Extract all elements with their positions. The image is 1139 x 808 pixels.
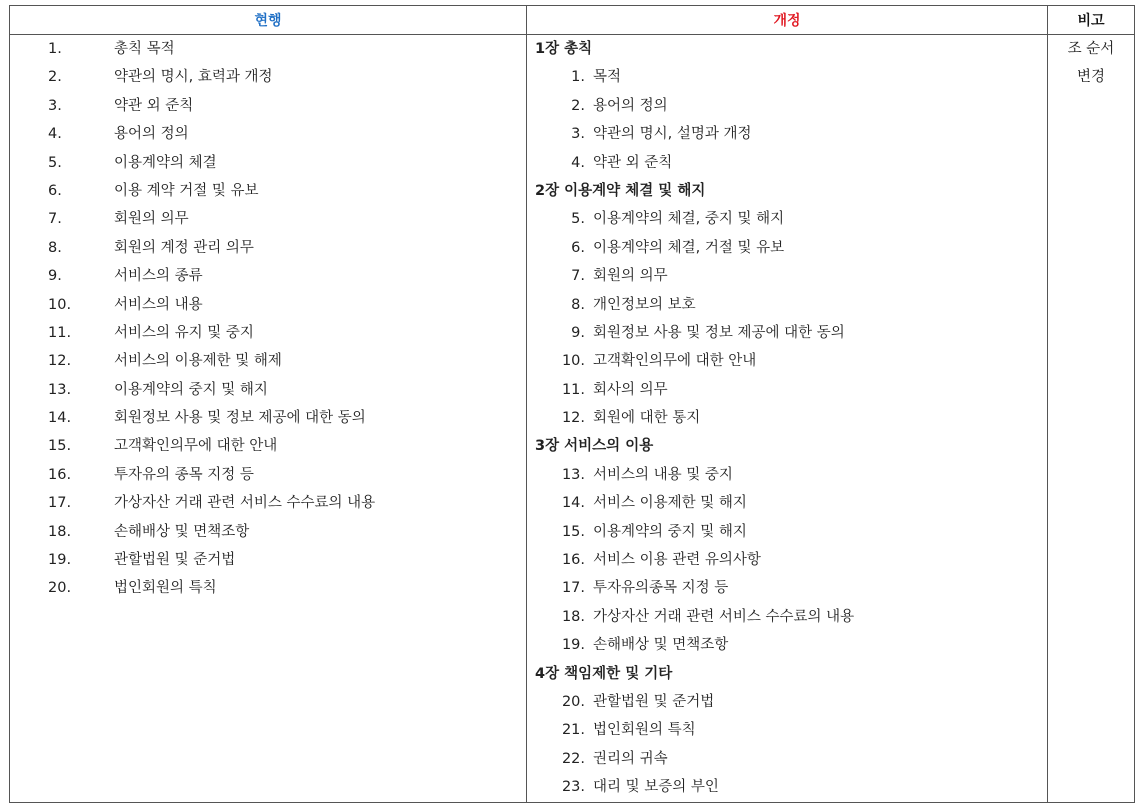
current-item-number: 4. [48, 126, 62, 143]
revised-article-text: 가상자산 거래 관련 서비스 수수료의 내용 [593, 608, 855, 625]
revised-article [527, 603, 1047, 631]
revised-article [527, 745, 1047, 773]
current-item [10, 63, 526, 91]
revised-article-text: 서비스 이용 관련 유의사항 [593, 552, 761, 569]
revised-article [527, 404, 1047, 432]
chapter-heading: 2장 이용계약 체결 및 해지 [535, 182, 706, 199]
current-item [10, 432, 526, 460]
revised-article [527, 205, 1047, 233]
revised-article [527, 262, 1047, 290]
current-item-number: 18. [48, 523, 72, 540]
revised-article-number: 15. [561, 523, 585, 540]
chapter-heading: 4장 책임제한 및 기타 [535, 665, 673, 682]
revised-article [527, 631, 1047, 659]
revised-article-text: 고객확인의무에 대한 안내 [593, 353, 757, 370]
revised-article-number: 23. [561, 779, 585, 796]
current-item [10, 546, 526, 574]
current-item [10, 376, 526, 404]
revised-article [527, 347, 1047, 375]
revised-article-text: 이용계약의 체결, 중지 및 해지 [593, 211, 785, 228]
current-item-number: 7. [48, 211, 62, 228]
current-item-number: 2. [48, 69, 62, 86]
current-item-text: 용어의 정의 [114, 126, 189, 143]
revised-article-number: 13. [561, 466, 585, 483]
current-item [10, 234, 526, 262]
revised-article-number: 12. [561, 410, 585, 427]
revised-article-number: 6. [571, 239, 585, 256]
current-item-text: 이용계약의 중지 및 해지 [114, 381, 268, 398]
revised-article-number: 1. [571, 69, 585, 86]
current-item [10, 262, 526, 290]
chapter-heading: 3장 서비스의 이용 [535, 438, 654, 455]
revised-article-number: 19. [561, 637, 585, 654]
revised-article-number: 10. [561, 353, 585, 370]
current-item-number: 13. [48, 381, 72, 398]
revised-article [527, 319, 1047, 347]
current-item-text: 총칙 목적 [114, 41, 175, 57]
revised-article-text: 서비스의 내용 및 중지 [593, 466, 733, 483]
revised-article [527, 461, 1047, 489]
current-item-number: 1. [48, 41, 62, 57]
revised-article [527, 149, 1047, 177]
current-item [10, 489, 526, 517]
revised-article-number: 7. [571, 268, 585, 285]
current-item-text: 서비스의 내용 [114, 296, 203, 313]
revised-article [527, 574, 1047, 602]
current-item-text: 관할법원 및 준거법 [114, 552, 236, 569]
current-item [10, 404, 526, 432]
note-line: 변경 [1076, 69, 1105, 86]
current-item-number: 9. [48, 268, 62, 285]
revised-article-text: 권리의 귀속 [593, 750, 668, 767]
current-item [10, 319, 526, 347]
current-item-text: 이용 계약 거절 및 유보 [114, 182, 259, 199]
note-column [1048, 35, 1135, 803]
current-item-number: 6. [48, 182, 62, 199]
current-item-number: 3. [48, 97, 62, 114]
current-item-text: 약관의 명시, 효력과 개정 [114, 69, 273, 86]
current-item-text: 투자유의 종목 지정 등 [114, 466, 254, 483]
current-item-text: 법인회원의 특칙 [114, 580, 217, 597]
revised-article-text: 이용계약의 중지 및 해지 [593, 523, 747, 540]
current-item-number: 12. [48, 353, 72, 370]
revised-article-number: 17. [561, 580, 585, 597]
revised-article-number: 16. [561, 552, 585, 569]
revised-article [527, 489, 1047, 517]
current-item-text: 서비스의 종류 [114, 268, 203, 285]
revised-article [527, 546, 1047, 574]
current-item-text: 가상자산 거래 관련 서비스 수수료의 내용 [114, 495, 376, 512]
revised-article-number: 11. [561, 381, 585, 398]
current-item [10, 205, 526, 233]
revised-article-text: 이용계약의 체결, 거절 및 유보 [593, 239, 785, 256]
current-item-text: 회원정보 사용 및 정보 제공에 대한 동의 [114, 410, 366, 427]
note-line: 조 순서 [1067, 41, 1115, 57]
revised-article [527, 63, 1047, 91]
revised-article [527, 716, 1047, 744]
revised-article-number: 3. [571, 126, 585, 143]
current-item-number: 17. [48, 495, 72, 512]
revised-article-number: 18. [561, 608, 585, 625]
header-note: 비고 [1048, 6, 1135, 35]
current-item [10, 92, 526, 120]
revised-article [527, 92, 1047, 120]
revised-article-text: 회원에 대한 통지 [593, 410, 701, 427]
revised-article-text: 손해배상 및 면책조항 [593, 637, 729, 654]
header-current: 현행 [10, 6, 527, 35]
current-item-number: 10. [48, 296, 72, 313]
revised-article-text: 대리 및 보증의 부인 [593, 779, 719, 796]
comparison-table [9, 5, 1135, 803]
revised-article-number: 8. [571, 296, 585, 313]
revised-article-text: 회사의 의무 [593, 381, 668, 398]
current-item-number: 14. [48, 410, 72, 427]
current-item [10, 120, 526, 148]
revised-article-text: 개인정보의 보호 [593, 296, 696, 313]
current-item-number: 11. [48, 324, 72, 341]
revised-article-text: 관할법원 및 준거법 [593, 693, 715, 710]
current-item-number: 15. [48, 438, 72, 455]
current-item-text: 약관 외 준칙 [114, 97, 194, 114]
revised-article-number: 4. [571, 154, 585, 171]
current-item-text: 서비스의 이용제한 및 해제 [114, 353, 282, 370]
current-item-text: 이용계약의 체결 [114, 154, 217, 171]
current-item-text: 회원의 계정 관리 의무 [114, 239, 254, 256]
revised-article-number: 20. [561, 693, 585, 710]
current-item-text: 회원의 의무 [114, 211, 189, 228]
current-item [10, 574, 526, 602]
revised-article-number: 14. [561, 495, 585, 512]
current-item-text: 손해배상 및 면책조항 [114, 523, 250, 540]
current-item-number: 16. [48, 466, 72, 483]
current-item [10, 149, 526, 177]
current-item [10, 177, 526, 205]
chapter-heading: 1장 총칙 [535, 41, 593, 57]
current-item [10, 35, 526, 63]
revised-article-text: 법인회원의 특칙 [593, 722, 696, 739]
current-item [10, 518, 526, 546]
revised-article-number: 22. [561, 750, 585, 767]
revised-article [527, 376, 1047, 404]
current-item [10, 347, 526, 375]
revised-article-number: 2. [571, 97, 585, 114]
current-item-text: 서비스의 유지 및 중지 [114, 324, 254, 341]
current-item [10, 461, 526, 489]
revised-column [527, 35, 1048, 803]
revised-article [527, 688, 1047, 716]
header-revised: 개정 [527, 6, 1048, 35]
current-item-number: 5. [48, 154, 62, 171]
header-row [10, 6, 1135, 35]
revised-article-text: 서비스 이용제한 및 해지 [593, 495, 747, 512]
current-item-number: 20. [48, 580, 72, 597]
revised-article-text: 용어의 정의 [593, 97, 668, 114]
current-item [10, 291, 526, 319]
revised-article [527, 291, 1047, 319]
revised-article-text: 회원정보 사용 및 정보 제공에 대한 동의 [593, 324, 845, 341]
revised-article-text: 목적 [593, 69, 622, 86]
revised-article-text: 회원의 의무 [593, 268, 668, 285]
revised-article [527, 234, 1047, 262]
current-column [10, 35, 527, 803]
revised-article-number: 5. [571, 211, 585, 228]
revised-article-number: 9. [571, 324, 585, 341]
revised-article-text: 약관의 명시, 설명과 개정 [593, 126, 752, 143]
current-item-text: 고객확인의무에 대한 안내 [114, 438, 278, 455]
revised-article [527, 773, 1047, 801]
revised-article [527, 120, 1047, 148]
revised-article [527, 518, 1047, 546]
revised-article-text: 약관 외 준칙 [593, 154, 673, 171]
revised-article-number: 21. [561, 722, 585, 739]
current-item-number: 8. [48, 239, 62, 256]
current-item-number: 19. [48, 552, 72, 569]
revised-article-text: 투자유의종목 지정 등 [593, 580, 729, 597]
